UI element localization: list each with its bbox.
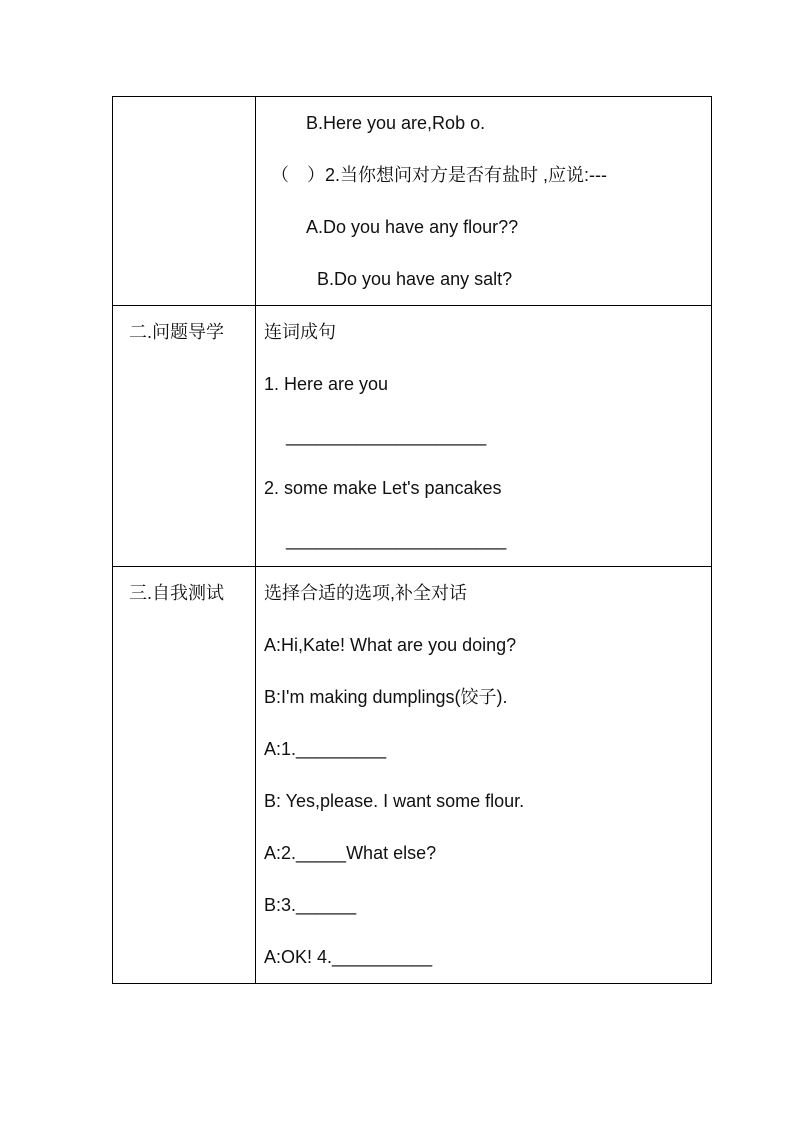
section3-instruction: 选择合适的选项,补全对话: [264, 583, 467, 603]
row1-content-cell: [256, 97, 712, 306]
dialogue-line: B:3.______: [264, 895, 357, 915]
row2-label-cell: [113, 306, 256, 567]
answer-blank-2: ______________________: [286, 530, 507, 550]
dialogue-line: A:1._________: [264, 739, 387, 759]
sentence-item-2: 2. some make Let's pancakes: [264, 478, 502, 498]
option-b2-text: B.Do you have any salt?: [317, 269, 513, 289]
dialogue-line: B:I'm making dumplings(饺子).: [264, 687, 508, 707]
dialogue-line: A:OK! 4.__________: [264, 947, 433, 967]
worksheet-table: [112, 96, 712, 984]
table-row: [113, 306, 712, 567]
option-a2-text: A.Do you have any flour??: [306, 217, 519, 237]
answer-blank-1: ____________________: [286, 426, 487, 446]
option-b1-text: B.Here you are,Rob o.: [306, 113, 486, 133]
sentence-item-1: 1. Here are you: [264, 374, 389, 394]
table-row: [113, 97, 712, 306]
section2-label: 二.问题导学: [129, 322, 225, 342]
row1-label-cell: [113, 97, 256, 306]
dialogue-line: B: Yes,please. I want some flour.: [264, 791, 525, 811]
dialogue-line: A:2._____What else?: [264, 843, 437, 863]
question-2-text: （ ）2.当你想问对方是否有盐时 ,应说:---: [271, 165, 607, 185]
row2-content-cell: [256, 306, 712, 567]
table-row: [113, 567, 712, 984]
section3-label: 三.自我测试: [129, 583, 225, 603]
row3-content-cell: [256, 567, 712, 984]
dialogue-line: A:Hi,Kate! What are you doing?: [264, 635, 517, 655]
section2-instruction: 连词成句: [264, 322, 336, 342]
row3-label-cell: [113, 567, 256, 984]
